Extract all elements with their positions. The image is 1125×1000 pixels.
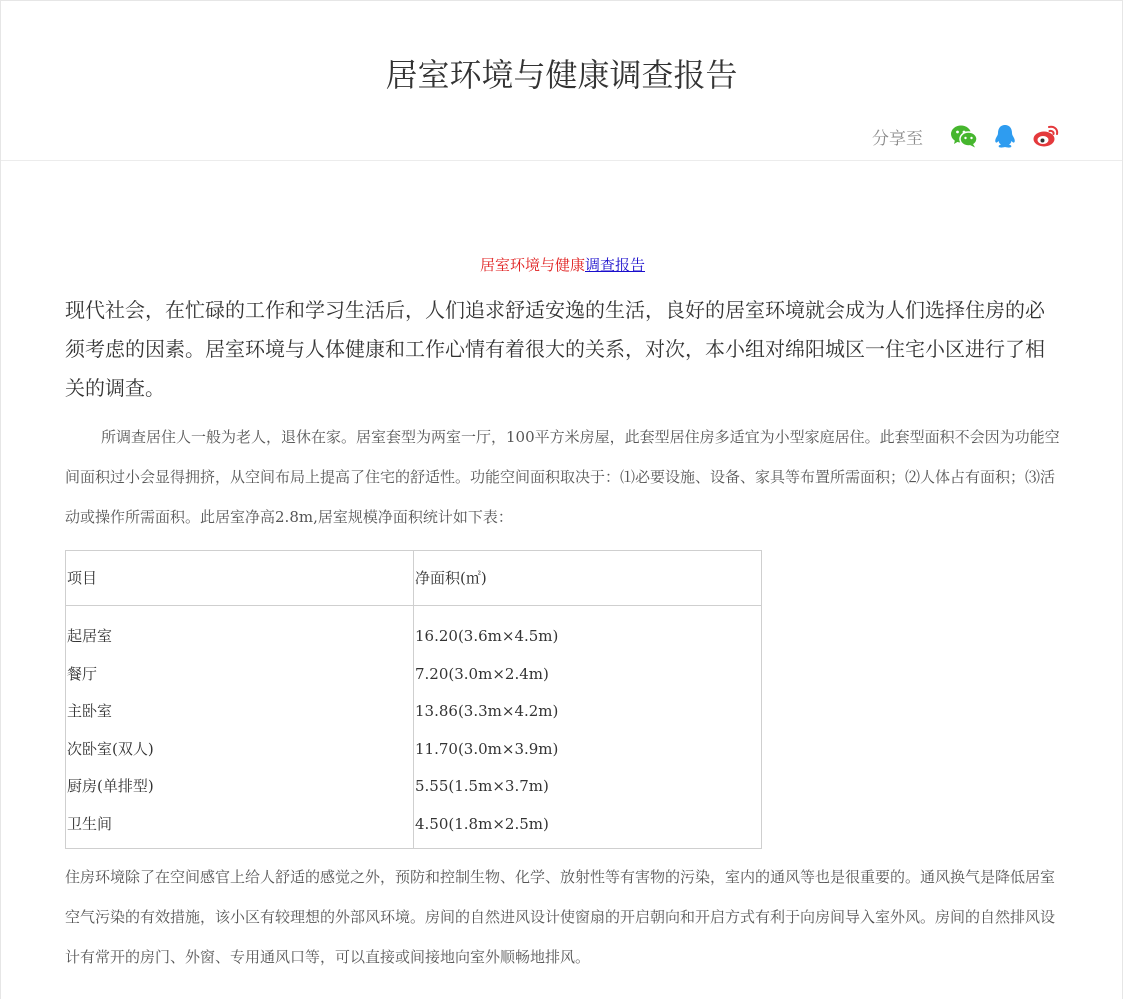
table-cell: 起居室 (67, 627, 113, 645)
table-cell: 主卧室 (67, 702, 113, 721)
table-cell: 卫生间 (67, 814, 113, 833)
share-label: 分享至 (872, 128, 923, 149)
share-bar (872, 121, 1060, 151)
header-area: 净面积(㎡) (414, 551, 762, 606)
survey-paragraph: 所调查居住人一般为老人，退休在家。居室套型为两室一厅，100平方米房屋，此套型居住房多适宜为小型家庭居住。此套型面积不会因为功能空间面积过小会显得拥挤，从空间布局上提高了住宅的舒适性。功能空间面积取决于：⑴必要设施、设备、家具等布置所需面积；⑵人体占有面积；⑶活动或操作所需面积。此居室净高2.8m,居室规模净面积统计如下表： (65, 428, 1060, 526)
table-cell: 4.50(1.8m×2.5m) (415, 814, 549, 833)
article-subtitle (65, 254, 1060, 276)
weibo-icon[interactable] (1032, 123, 1060, 149)
table-body-row (66, 606, 762, 849)
qq-icon[interactable] (991, 123, 1019, 149)
table-cell: 13.86(3.3m×4.2m) (415, 702, 559, 721)
table-cell: 7.20(3.0m×2.4m) (415, 664, 549, 683)
table-cell: 11.70(3.0m×3.9m) (415, 739, 559, 758)
ventilation-paragraph: 住房环境除了在空间感官上给人舒适的感觉之外，预防和控制生物、化学、放射性等有害物的污染，室内的通风等也是很重要的。通风换气是降低居室空气污染的有效措施，该小区有较理想的外部风环境。房间的自然进风设计使窗扇的开启朝向和开启方式有利于向房间导入室外风。房间的自然排风设计有常开的房门、外窗、专用通风口等，可以直接或间接地向室外顺畅地排风。 (65, 868, 1056, 966)
table-cell: 餐厅 (67, 664, 98, 683)
wechat-icon[interactable] (950, 123, 978, 149)
room-name-column (66, 606, 414, 849)
room-area-column (414, 606, 762, 849)
report-link[interactable]: 调查报告 (585, 256, 646, 274)
article-header (1, 1, 1122, 161)
table-cell: 厨房(单排型) (67, 777, 154, 796)
table-cell: 次卧室(双人) (67, 739, 154, 758)
table-header-row (66, 551, 762, 606)
table-cell: 16.20(3.6m×4.5m) (415, 627, 559, 645)
page-title: 居室环境与健康调查报告 (385, 56, 738, 94)
subtitle-text: 居室环境与健康 (479, 256, 585, 274)
header-item: 项目 (66, 551, 414, 606)
area-table (65, 550, 762, 849)
intro-paragraph: 现代社会，在忙碌的工作和学习生活后，人们追求舒适安逸的生活，良好的居室环境就会成为人们选择住房的必须考虑的因素。居室环境与人体健康和工作心情有着很大的关系，对次，本小组对绵阳城区一住宅小区进行了相关的调查。 (65, 298, 1045, 400)
table-cell: 5.55(1.5m×3.7m) (415, 777, 549, 796)
